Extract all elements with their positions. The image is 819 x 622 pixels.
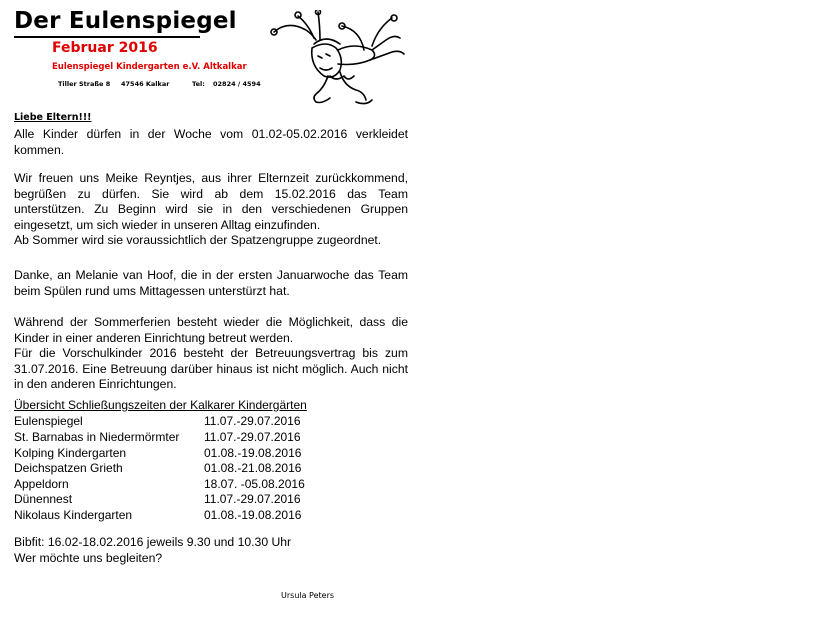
paragraph-text: Während der Sommerferien besteht wieder die Möglichkeit, dass die Kinder in einer anderen Einrichtung betreut werden.	[14, 315, 408, 345]
closure-name: Deichspatzen Grieth	[14, 461, 123, 475]
jester-logo-icon	[268, 10, 410, 110]
paragraph-text: Wir freuen uns Meike Reyntjes, aus ihrer Elternzeit zurückkommend, begrüßen zu dürfen. Sie wird ab dem 15.02.2016 das Team unterstützen. Zu Beginn wird sie in den verschiedenen Gruppen eingesetzt, um sich wieder in unseren Alltag einzufinden.	[14, 171, 408, 232]
paragraph-text: Danke, an Melanie van Hoof, die in der ersten Januarwoche das Team beim Spülen rund ums Mittagessen unterstürzt hat.	[14, 268, 408, 298]
paragraph-costume	[14, 127, 408, 158]
paragraph-text: Bibfit: 16.02-18.02.2016 jeweils 9.30 und 10.30 Uhr	[14, 535, 292, 549]
paragraph-text: Ab Sommer wird sie voraussichtlich der Spatzengruppe zugeordnet.	[14, 233, 382, 248]
closure-row	[14, 492, 334, 508]
phone-number: 02824 / 4594	[213, 80, 261, 88]
phone-label: Tel:	[192, 80, 205, 88]
newsletter-title: Der Eulenspiegel	[14, 8, 237, 34]
closure-dates: 11.07.-29.07.2016	[204, 414, 301, 428]
closure-name: Kolping Kindergarten	[14, 446, 127, 460]
issue-month: Februar 2016	[52, 40, 158, 56]
closure-dates: 18.07. -05.08.2016	[204, 477, 305, 491]
closure-name: St. Barnabas in Niedermörmter	[14, 430, 180, 444]
address-street: Tiller Straße 8	[58, 80, 111, 88]
closures-heading: Übersicht Schließungszeiten der Kalkarer Kindergärten	[14, 398, 307, 412]
address-city: 47546 Kalkar	[121, 80, 170, 88]
closure-dates: 01.08.-19.08.2016	[204, 446, 302, 460]
paragraph-text: Für die Vorschulkinder 2016 besteht der Betreuungsvertrag bis zum 31.07.2016. Eine Betreuung darüber hinaus ist nicht möglich. Auch nicht in den anderen Einrichtungen.	[14, 346, 408, 392]
signature: Ursula Peters	[281, 591, 335, 600]
closure-row	[14, 508, 334, 524]
closure-name: Appeldorn	[14, 477, 69, 491]
paragraph-text: Alle Kinder dürfen in der Woche vom 01.02-05.02.2016 verkleidet kommen.	[14, 127, 408, 157]
salutation: Liebe Eltern!!!	[14, 112, 92, 123]
closure-dates: 01.08.-21.08.2016	[204, 461, 302, 475]
closure-name: Nikolaus Kindergarten	[14, 508, 133, 522]
paragraph-summer	[14, 315, 408, 393]
closure-row	[14, 414, 334, 430]
paragraph-thanks	[14, 268, 408, 299]
closure-dates: 11.07.-29.07.2016	[204, 430, 301, 444]
paragraph-staff-return	[14, 171, 408, 249]
paragraph-bibfit	[14, 535, 408, 566]
closure-row	[14, 446, 334, 462]
closure-name: Eulenspiegel	[14, 414, 83, 428]
closure-name: Dünennest	[14, 492, 73, 506]
closure-dates: 01.08.-19.08.2016	[204, 508, 302, 522]
closure-dates: 11.07.-29.07.2016	[204, 492, 301, 506]
title-underline	[14, 36, 200, 38]
kindergarten-name: Eulenspiegel Kindergarten e.V. Altkalkar	[52, 62, 247, 72]
closure-row	[14, 461, 334, 477]
closure-row	[14, 430, 334, 446]
paragraph-text: Wer möchte uns begleiten?	[14, 550, 163, 565]
closure-row	[14, 477, 334, 493]
